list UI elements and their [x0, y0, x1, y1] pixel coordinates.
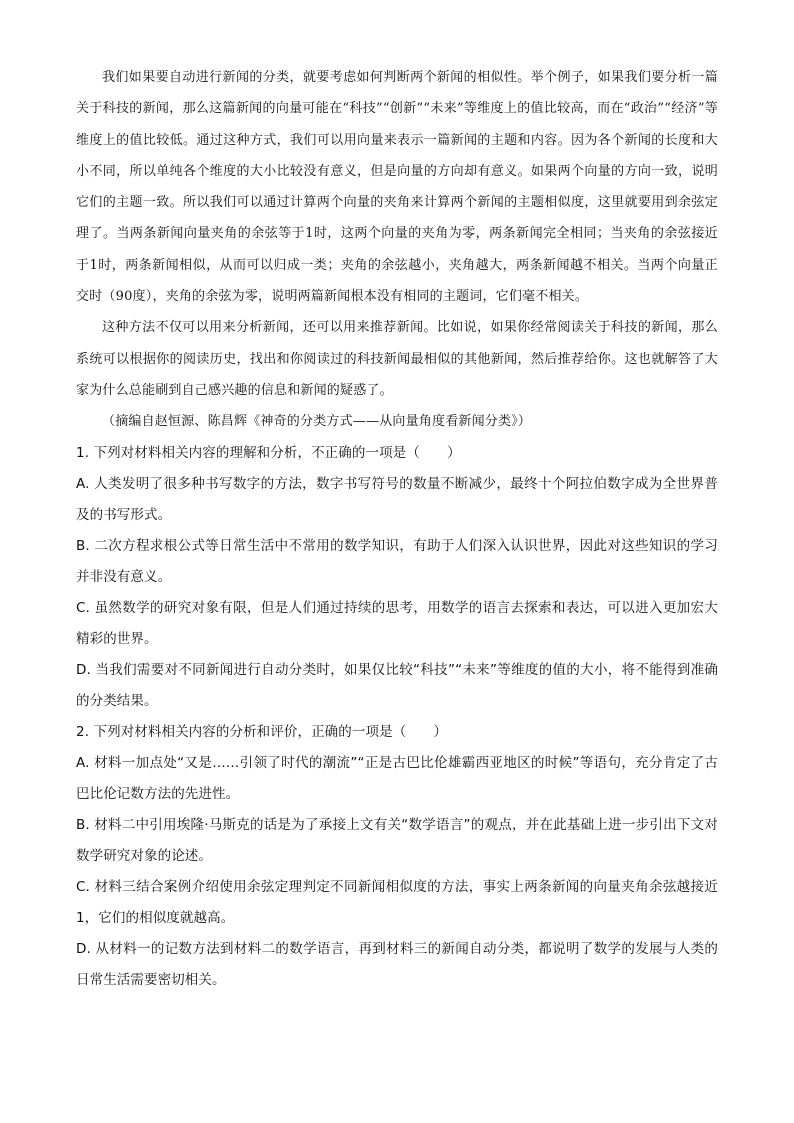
passage-paragraph-1: 我们如果要自动进行新闻的分类，就要考虑如何判断两个新闻的相似性。举个例子，如果我们要分析一篇关于科技的新闻，那么这篇新闻的向量可能在“科技”“创新”“未来”等维度上的值比较高，而在“政治”“经济”等维度上的值比较低。通过这种方式，我们可以用向量来表示一篇新闻的主题和内容。因为各个新闻的长度和大小不同，所以单纯各个维度的大小比较没有意义，但是向量的方向却有意义。如果两个向量的方向一致，说明它们的主题一致。所以我们可以通过计算两个向量的夹角来计算两个新闻的主题相似度，这里就要用到余弦定理了。当两条新闻向量夹角的余弦等于1时，这两个向量的夹角为零，两条新闻完全相同；当夹角的余弦接近于1时，两条新闻相似，从而可以归成一类；夹角的余弦越小，夹角越大，两条新闻越不相关。当两个向量正交时（90度），夹角的余弦为零，说明两篇新闻根本没有相同的主题词，它们毫不相关。 [76, 70, 718, 305]
question-2 [76, 717, 718, 996]
question-2-option-b: B. 材料二中引用埃隆·马斯克的话是为了承接上文有关“数学语言”的观点，并在此基础上进一步引出下文对数学研究对象的论述。 [76, 816, 718, 864]
question-1-option-d: D. 当我们需要对不同新闻进行自动分类时，如果仅比较“科技”“未来”等维度的值的大小，将不能得到准确的分类结果。 [76, 661, 718, 709]
question-1 [76, 438, 718, 717]
question-2-option-d: D. 从材料一的记数方法到材料二的数学语言，再到材料三的新闻自动分类，都说明了数学的发展与人类的日常生活需要密切相关。 [76, 940, 718, 988]
question-2-stem: 2. 下列对材料相关内容的分析和评价，正确的一项是（ ） [76, 723, 448, 740]
question-1-option-c: C. 虽然数学的研究对象有限，但是人们通过持续的思考，用数学的语言去探索和表达，可以进入更加宏大精彩的世界。 [76, 599, 718, 647]
question-2-option-c: C. 材料三结合案例介绍使用余弦定理判定不同新闻相似度的方法，事实上两条新闻的向量夹角余弦越接近1，它们的相似度就越高。 [76, 878, 718, 926]
passage-source: （摘编自赵恒源、陈昌辉《神奇的分类方式——从向量角度看新闻分类》） [102, 414, 532, 430]
reading-passage [76, 62, 718, 438]
question-1-option-b: B. 二次方程求根公式等日常生活中不常用的数学知识，有助于人们深入认识世界，因此对这些知识的学习并非没有意义。 [76, 537, 718, 585]
question-2-option-a: A. 材料一加点处“又是……引领了时代的潮流”“正是古巴比伦雄霸西亚地区的时候”等语句，充分肯定了古巴比伦记数方法的先进性。 [76, 754, 718, 802]
passage-paragraph-2: 这种方法不仅可以用来分析新闻，还可以用来推荐新闻。比如说，如果你经常阅读关于科技的新闻，那么系统可以根据你的阅读历史，找出和你阅读过的科技新闻最相似的其他新闻，然后推荐给你。这也就解答了大家为什么总能刷到自己感兴趣的信息和新闻的疑惑了。 [76, 320, 718, 398]
question-1-stem: 1. 下列对材料相关内容的理解和分析，不正确的一项是（ ） [76, 444, 461, 461]
question-1-option-a: A. 人类发明了很多种书写数字的方法，数字书写符号的数量不断减少，最终十个阿拉伯数字成为全世界普及的书写形式。 [76, 475, 718, 523]
questions-section [76, 438, 718, 996]
